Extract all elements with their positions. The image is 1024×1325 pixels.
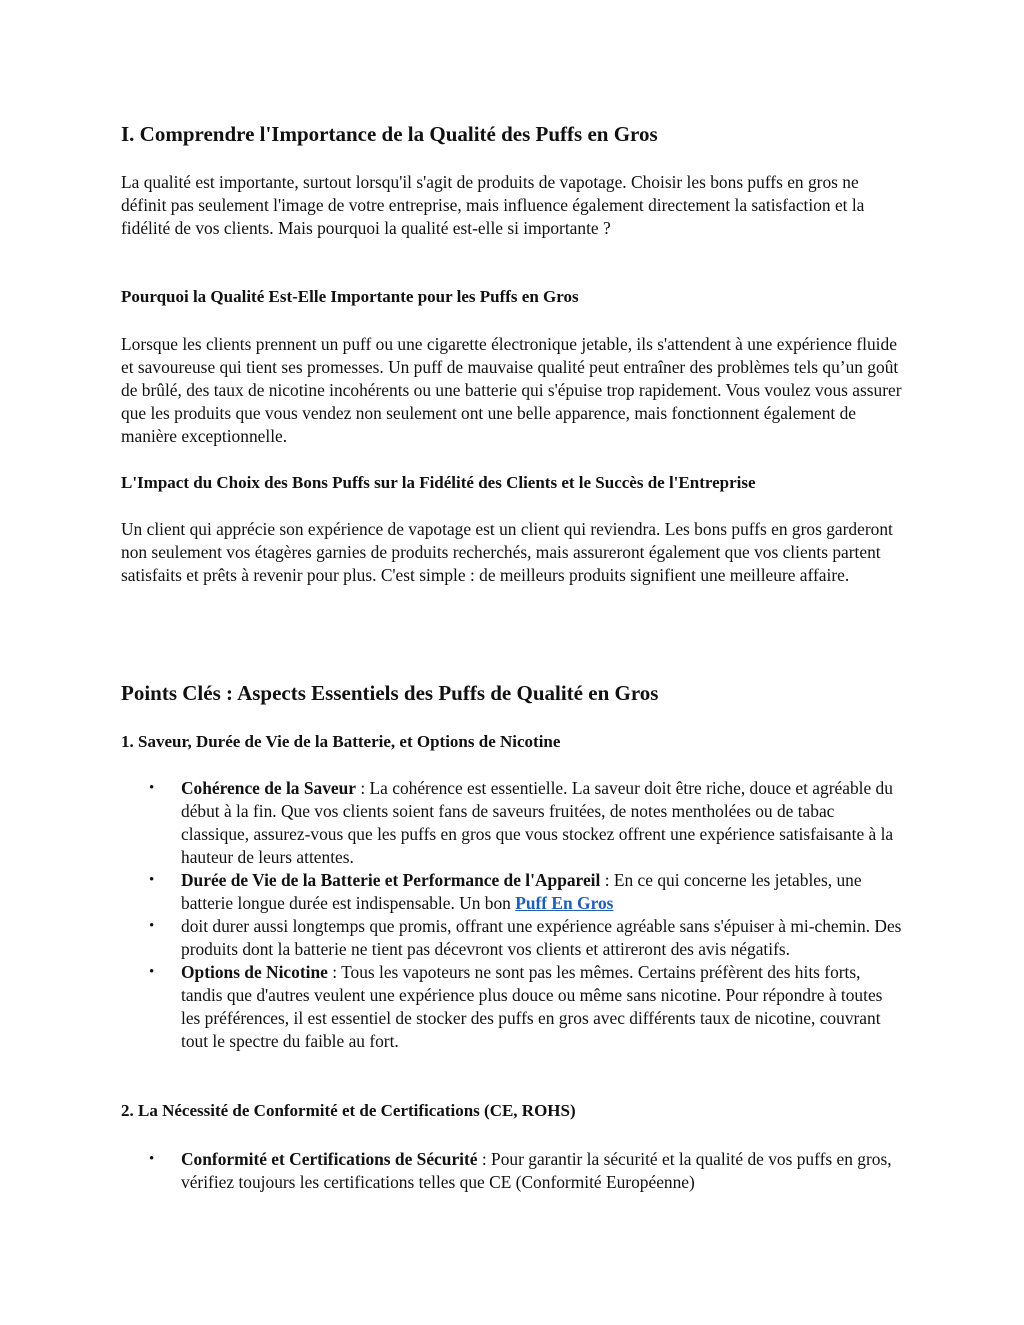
list-item-flavor [121,777,906,869]
list-item-bold-label: Conformité et Certifications de Sécurité [181,1149,478,1169]
bullet-glyph: • [149,964,155,980]
subheading-compliance: 2. La Nécessité de Conformité et de Certifications (CE, ROHS) [121,1101,576,1120]
compliance-list [121,1148,906,1194]
list-item-nicotine [121,961,906,1053]
bullet-glyph: • [149,872,155,888]
bullet-glyph: • [149,918,155,934]
subheading-impact-loyalty: L'Impact du Choix des Bons Puffs sur la Fidélité des Clients et le Succès de l'Entreprise [121,473,756,492]
section-heading-key-points: Points Clés : Aspects Essentiels des Puffs de Qualité en Gros [121,681,659,705]
section-heading-importance: I. Comprendre l'Importance de la Qualité des Puffs en Gros [121,122,658,146]
list-item-text: : Pour garantir la sécurité et la qualité de vos puffs en gros, vérifiez toujours les certifications telles que CE (Conformité Européenne) [181,1149,892,1192]
list-item-text: : Tous les vapoteurs ne sont pas les mêmes. Certains préfèrent des hits forts, tandis que d'autres veulent une expérience plus douce ou même sans nicotine. Pour répondre à toutes les préférences, il est essentiel de stocker des puffs en gros avec différents taux de nicotine, couvrant tout le spectre du faible au fort. [181,962,883,1051]
subheading-why-quality: Pourquoi la Qualité Est-Elle Importante pour les Puffs en Gros [121,287,579,306]
list-item-text: doit durer aussi longtemps que promis, offrant une expérience agréable sans s'épuiser à mi-chemin. Des produits dont la batterie ne tient pas décevront vos clients et attireront des avis négatifs. [181,916,902,959]
paragraph-impact-loyalty: Un client qui apprécie son expérience de vapotage est un client qui reviendra. Les bons puffs en gros garderont non seulement vos étagères garnies de produits recherchés, mais assureront également que vos clients partent satisfaits et prêts à revenir pour plus. C'est simple : de meilleurs produits signifient une meilleure affaire. [121,519,893,585]
list-item-bold-label: Durée de Vie de la Batterie et Performance de l'Appareil [181,870,601,890]
paragraph-why-quality: Lorsque les clients prennent un puff ou une cigarette électronique jetable, ils s'attendent à une expérience fluide et savoureuse qui tient ses promesses. Un puff de mauvaise qualité peut entraîner des problèmes tels qu’un goût de brûlé, des taux de nicotine incohérents ou une batterie qui s'épuise trop rapidement. Vous voulez vous assurer que les produits que vous vendez non seulement ont une belle apparence, mais fonctionnent également de manière exceptionnelle. [121,334,902,446]
section-intro-paragraph: La qualité est importante, surtout lorsqu'il s'agit de produits de vapotage. Choisir les bons puffs en gros ne définit pas seulement l'image de votre entreprise, mais influence également directement la satisfaction et la fidélité de vos clients. Mais pourquoi la qualité est-elle si importante ? [121,172,865,238]
list-item-bold-label: Cohérence de la Saveur [181,778,357,798]
bullet-glyph: • [149,780,155,796]
list-item-text: : La cohérence est essentielle. La saveur doit être riche, douce et agréable du début à la fin. Que vos clients soient fans de saveurs fruitées, de notes mentholées ou de tabac classique, assurez-vous que les puffs en gros que vous stockez offrent une expérience satisfaisante à la hauteur de leurs attentes. [181,778,894,867]
list-item-certifications [121,1148,906,1194]
list-item-bold-label: Options de Nicotine [181,962,328,982]
puff-en-gros-link[interactable]: Puff En Gros [515,893,614,913]
subheading-flavor-battery-nicotine: 1. Saveur, Durée de Vie de la Batterie, et Options de Nicotine [121,732,561,751]
list-item-battery [121,869,906,915]
list-item-text: : En ce qui concerne les jetables, une batterie longue durée est indispensable. Un bon [181,870,862,913]
list-item-battery-continued [121,915,906,961]
bullet-glyph: • [149,1151,155,1167]
key-points-list [121,777,906,1053]
